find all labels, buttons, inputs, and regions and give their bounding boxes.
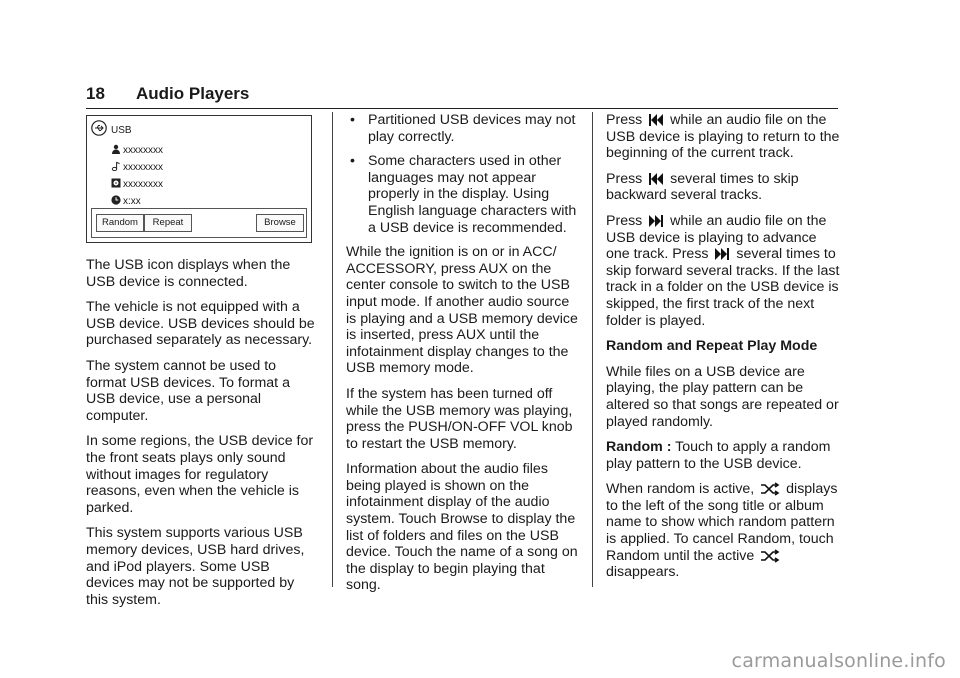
random-button[interactable]: Random [96,214,144,232]
album-icon [111,178,121,188]
seek-forward-icon [714,247,730,261]
song-text: xxxxxxxx [123,162,163,173]
disappears-text: disappears. [606,564,680,581]
watermark: carmanualsonline.info [731,650,946,672]
section-heading: Random and Repeat Play Mode [606,338,818,355]
artist-text: xxxxxxxx [123,145,163,156]
music-note-icon [111,161,121,171]
paragraph [606,171,842,204]
page-number: 18 [86,84,105,103]
prev-track-text: while an audio file on the USB device is playing to return to the beginning of the current track. [606,112,840,162]
bullet-list [346,112,578,236]
bullet: • [350,153,355,170]
paragraph: This system supports various USB memory devices, USB hard drives, and iPod players. Some USB devices may not be supported by this system. [86,525,305,608]
seek-back-icon [648,172,664,186]
paragraph [606,213,842,329]
repeat-button[interactable]: Repeat [144,214,192,232]
button-bar [91,208,307,238]
browse-button[interactable]: Browse [256,214,304,232]
paragraph: While the ignition is on or in ACC/ ACCESSORY, press AUX on the center console to switch to the USB input mode. If another audio source is playing and a USB memory device is inserted, press AUX until the infotainment display changes to the USB memory mode. [346,244,578,377]
time-text: x:xx [123,196,141,207]
person-icon [111,144,121,154]
paragraph: In some regions, the USB device for the front seats plays only sound without images for regulatory reasons, even when the vehicle is parked. [86,433,314,516]
clock-icon [111,195,121,205]
skip-back-text: several times to skip backward several tracks. [606,170,799,204]
list-item-text: Partitioned USB devices may not play correctly. [368,112,576,145]
column-1 [86,112,318,617]
column-divider [332,112,333,587]
album-text: xxxxxxxx [123,179,163,190]
random-term: Random : [606,439,672,456]
paragraph [606,481,842,581]
usb-icon [91,120,107,136]
shuffle-icon [760,482,780,496]
paragraph: The vehicle is not equipped with a USB device. USB devices should be purchased separately as necessary. [86,299,315,349]
bullet: • [350,112,355,128]
seek-back-icon [648,113,664,127]
press-text: Press [606,112,643,128]
seek-forward-icon [648,214,664,228]
song-row [111,161,163,173]
list-item [346,153,578,236]
paragraph: Information about the audio files being played is shown on the infotainment display of the audio system. Touch Browse to display the list of folders and files on the USB device. Touch the name of a song on the display to begin playing that song. [346,461,578,594]
active-text: active [717,547,755,564]
column-divider [592,112,593,587]
next-track-text: while an audio file on the USB device is playing to advance one track. Press [606,212,827,263]
random-definition: Touch to apply a random play pattern to the USB device. [606,439,831,472]
skip-forward-text: several times to skip forward several tracks. If the last track in a folder on the USB device is skipped, the first track of the next folder is played. [606,246,840,329]
paragraph [606,112,842,162]
section-title: Audio Players [136,84,250,103]
paragraph: The USB icon displays when the USB device is connected. [86,257,291,290]
press-text: Press [606,170,643,187]
paragraph: If the system has been turned off while the USB memory was playing, press the PUSH/ON-OFF VOL knob to restart the USB memory. [346,385,573,452]
random-description: displays to the left of the song title or album name to show which random pattern is applied. To cancel Random, touch Random until the [606,481,838,564]
time-row [111,195,141,207]
list-item [346,112,578,145]
list-item-text: Some characters used in other languages may not appear properly in the display. Using English language characters with a USB device is recommended. [368,153,577,236]
when-active-text: When random is active, [606,481,755,498]
paragraph: The system cannot be used to format USB devices. To format a USB device, use a personal computer. [86,357,290,424]
column-2 [346,112,578,603]
paragraph: While files on a USB device are playing, the play pattern can be altered so that songs are repeated or played randomly. [606,363,839,430]
artist-row [111,144,163,156]
usb-screen-illustration [86,115,312,243]
press-text: Press [606,212,643,229]
shuffle-icon [760,549,780,563]
usb-label: USB [111,125,132,136]
page-header [86,84,838,109]
paragraph [606,439,842,472]
column-3 [606,112,842,590]
album-row [111,178,163,190]
